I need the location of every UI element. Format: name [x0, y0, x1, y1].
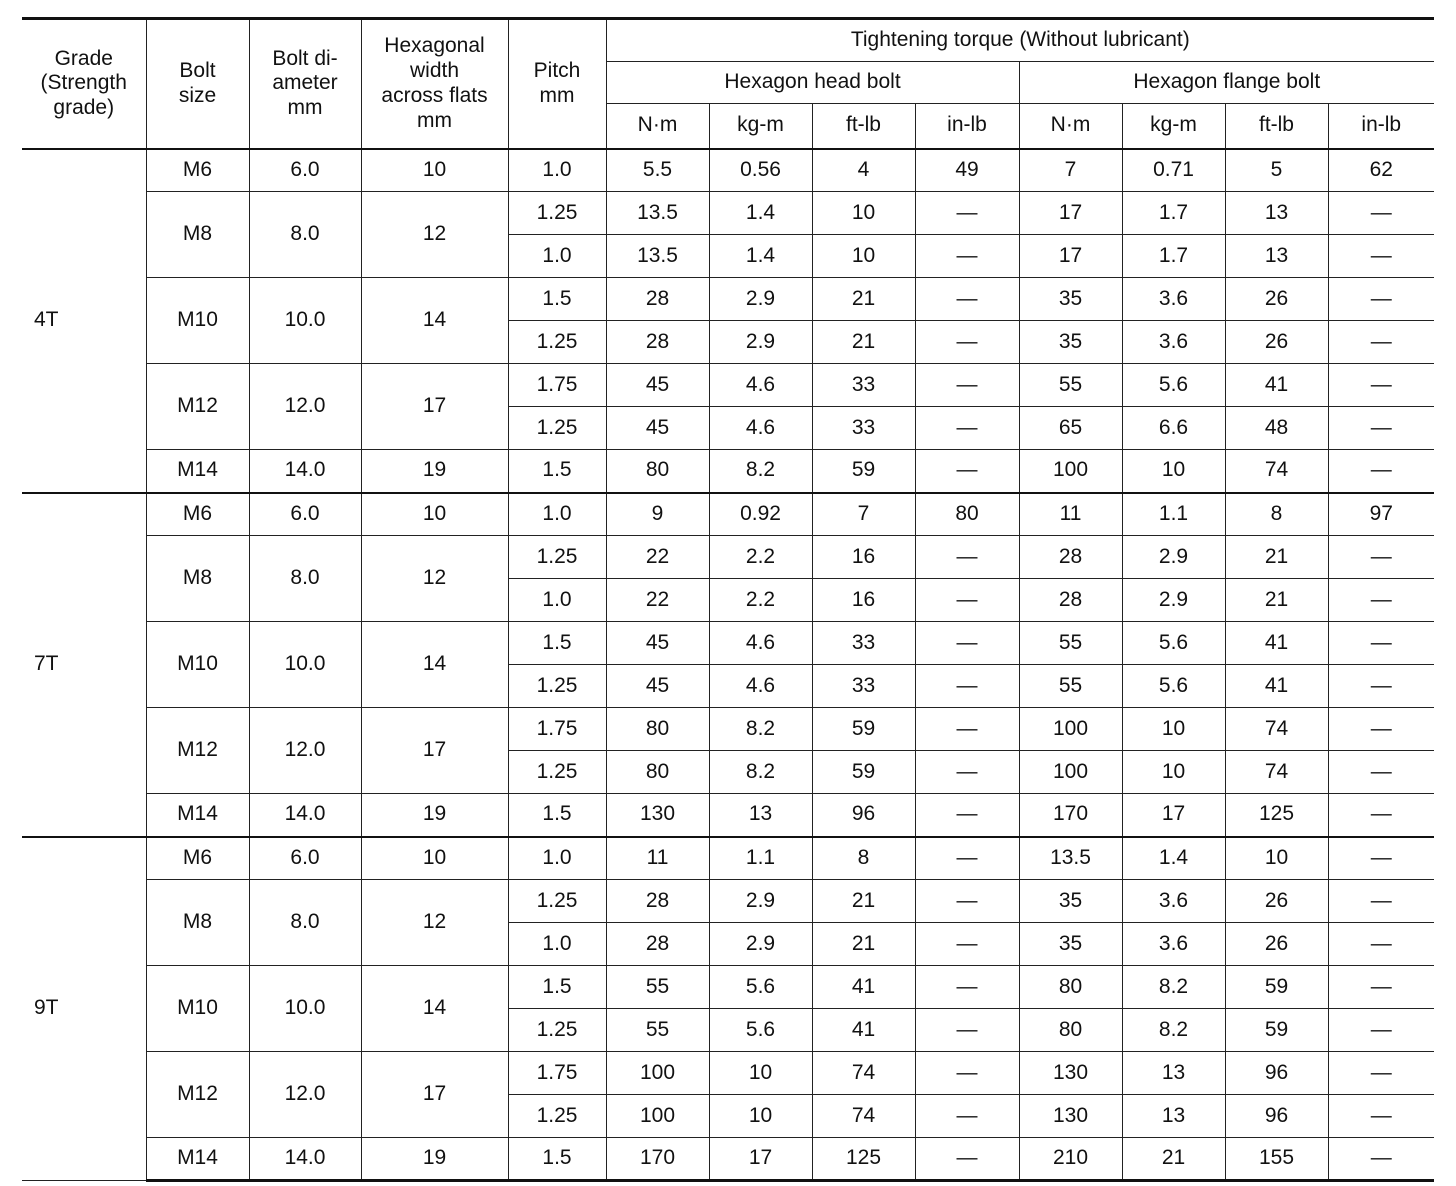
- table-row: [22, 880, 1434, 923]
- pitch-cell: 1.25: [508, 321, 606, 364]
- torque-flange-kgm-cell: 8.2: [1122, 1009, 1225, 1052]
- torque-head-nm-cell: 22: [606, 579, 709, 622]
- header-hexagon-flange-bolt: Hexagon flange bolt: [1019, 62, 1434, 104]
- pitch-cell: 1.5: [508, 450, 606, 493]
- torque-flange-inlb-cell: —: [1328, 278, 1434, 321]
- torque-flange-inlb-cell: —: [1328, 751, 1434, 794]
- torque-head-kgm-cell: 4.6: [709, 665, 812, 708]
- torque-flange-ftlb-cell: 13: [1225, 192, 1328, 235]
- hex-width-cell: 17: [361, 708, 508, 794]
- grade-cell: 4T: [22, 149, 146, 493]
- torque-head-nm-cell: 45: [606, 622, 709, 665]
- torque-head-inlb-cell: —: [915, 751, 1019, 794]
- torque-head-ftlb-cell: 33: [812, 665, 915, 708]
- torque-flange-kgm-cell: 3.6: [1122, 321, 1225, 364]
- bolt-diameter-cell: 10.0: [249, 622, 361, 708]
- torque-head-kgm-cell: 4.6: [709, 622, 812, 665]
- torque-head-ftlb-cell: 74: [812, 1095, 915, 1138]
- torque-head-ftlb-cell: 7: [812, 493, 915, 536]
- torque-head-kgm-cell: 2.9: [709, 278, 812, 321]
- torque-head-inlb-cell: —: [915, 450, 1019, 493]
- torque-flange-nm-cell: 17: [1019, 235, 1122, 278]
- torque-head-kgm-cell: 2.2: [709, 536, 812, 579]
- torque-flange-kgm-cell: 13: [1122, 1052, 1225, 1095]
- torque-flange-ftlb-cell: 59: [1225, 966, 1328, 1009]
- torque-head-inlb-cell: —: [915, 966, 1019, 1009]
- torque-head-kgm-cell: 1.4: [709, 235, 812, 278]
- bolt-size-cell: M10: [146, 278, 249, 364]
- torque-flange-inlb-cell: 97: [1328, 493, 1434, 536]
- torque-head-inlb-cell: —: [915, 235, 1019, 278]
- torque-flange-nm-cell: 7: [1019, 149, 1122, 192]
- table-row: [22, 536, 1434, 579]
- torque-head-inlb-cell: —: [915, 1009, 1019, 1052]
- torque-head-nm-cell: 55: [606, 1009, 709, 1052]
- bolt-size-cell: M10: [146, 966, 249, 1052]
- torque-flange-nm-cell: 28: [1019, 579, 1122, 622]
- torque-head-inlb-cell: 80: [915, 493, 1019, 536]
- torque-head-kgm-cell: 13: [709, 794, 812, 837]
- hex-width-cell: 19: [361, 1138, 508, 1181]
- pitch-cell: 1.0: [508, 493, 606, 536]
- torque-head-kgm-cell: 2.9: [709, 321, 812, 364]
- hex-width-cell: 12: [361, 192, 508, 278]
- table-row: [22, 622, 1434, 665]
- torque-head-nm-cell: 45: [606, 364, 709, 407]
- torque-head-ftlb-cell: 59: [812, 751, 915, 794]
- torque-head-inlb-cell: —: [915, 708, 1019, 751]
- pitch-cell: 1.5: [508, 966, 606, 1009]
- torque-flange-nm-cell: 170: [1019, 794, 1122, 837]
- hex-width-cell: 14: [361, 966, 508, 1052]
- torque-head-inlb-cell: —: [915, 278, 1019, 321]
- torque-flange-inlb-cell: —: [1328, 1009, 1434, 1052]
- torque-head-inlb-cell: —: [915, 880, 1019, 923]
- torque-flange-ftlb-cell: 41: [1225, 665, 1328, 708]
- table-row: [22, 837, 1434, 880]
- header-hex-width: Hexagonal width across flats mm: [361, 19, 508, 149]
- torque-flange-kgm-cell: 10: [1122, 450, 1225, 493]
- torque-flange-kgm-cell: 5.6: [1122, 622, 1225, 665]
- hex-width-cell: 10: [361, 149, 508, 192]
- bolt-size-cell: M12: [146, 708, 249, 794]
- torque-head-nm-cell: 9: [606, 493, 709, 536]
- torque-head-inlb-cell: —: [915, 1138, 1019, 1181]
- torque-flange-inlb-cell: 62: [1328, 149, 1434, 192]
- bolt-diameter-cell: 14.0: [249, 794, 361, 837]
- torque-flange-inlb-cell: —: [1328, 321, 1434, 364]
- torque-flange-ftlb-cell: 13: [1225, 235, 1328, 278]
- torque-head-kgm-cell: 5.6: [709, 966, 812, 1009]
- torque-head-nm-cell: 55: [606, 966, 709, 1009]
- bolt-diameter-cell: 10.0: [249, 966, 361, 1052]
- torque-flange-ftlb-cell: 41: [1225, 364, 1328, 407]
- torque-head-inlb-cell: —: [915, 622, 1019, 665]
- table-row: [22, 364, 1434, 407]
- torque-head-nm-cell: 45: [606, 665, 709, 708]
- tightening-torque-table: [22, 17, 1434, 1182]
- torque-flange-kgm-cell: 5.6: [1122, 364, 1225, 407]
- torque-head-nm-cell: 80: [606, 450, 709, 493]
- pitch-cell: 1.5: [508, 278, 606, 321]
- bolt-diameter-cell: 8.0: [249, 536, 361, 622]
- torque-flange-kgm-cell: 13: [1122, 1095, 1225, 1138]
- torque-flange-ftlb-cell: 5: [1225, 149, 1328, 192]
- bolt-diameter-cell: 6.0: [249, 837, 361, 880]
- torque-flange-nm-cell: 55: [1019, 364, 1122, 407]
- torque-flange-nm-cell: 55: [1019, 665, 1122, 708]
- torque-head-inlb-cell: —: [915, 407, 1019, 450]
- torque-head-inlb-cell: —: [915, 579, 1019, 622]
- torque-flange-kgm-cell: 1.7: [1122, 235, 1225, 278]
- pitch-cell: 1.75: [508, 708, 606, 751]
- torque-head-nm-cell: 45: [606, 407, 709, 450]
- torque-head-ftlb-cell: 10: [812, 235, 915, 278]
- unit-header-flange-kgm: kg-m: [1122, 104, 1225, 149]
- torque-flange-inlb-cell: —: [1328, 708, 1434, 751]
- bolt-diameter-cell: 14.0: [249, 1138, 361, 1181]
- torque-flange-ftlb-cell: 96: [1225, 1052, 1328, 1095]
- pitch-cell: 1.25: [508, 192, 606, 235]
- torque-flange-kgm-cell: 10: [1122, 708, 1225, 751]
- header-tightening-torque: Tightening torque (Without lubricant): [606, 19, 1434, 62]
- torque-head-kgm-cell: 0.56: [709, 149, 812, 192]
- pitch-cell: 1.0: [508, 235, 606, 278]
- bolt-size-cell: M12: [146, 364, 249, 450]
- torque-flange-ftlb-cell: 48: [1225, 407, 1328, 450]
- pitch-cell: 1.25: [508, 1009, 606, 1052]
- table-row: [22, 708, 1434, 751]
- torque-flange-kgm-cell: 3.6: [1122, 923, 1225, 966]
- torque-flange-nm-cell: 80: [1019, 966, 1122, 1009]
- torque-flange-ftlb-cell: 21: [1225, 579, 1328, 622]
- torque-flange-kgm-cell: 2.9: [1122, 579, 1225, 622]
- bolt-diameter-cell: 12.0: [249, 708, 361, 794]
- torque-flange-ftlb-cell: 21: [1225, 536, 1328, 579]
- torque-flange-inlb-cell: —: [1328, 579, 1434, 622]
- torque-flange-ftlb-cell: 96: [1225, 1095, 1328, 1138]
- torque-flange-nm-cell: 13.5: [1019, 837, 1122, 880]
- torque-head-ftlb-cell: 59: [812, 450, 915, 493]
- torque-flange-ftlb-cell: 59: [1225, 1009, 1328, 1052]
- pitch-cell: 1.25: [508, 665, 606, 708]
- torque-head-inlb-cell: —: [915, 536, 1019, 579]
- torque-head-ftlb-cell: 41: [812, 966, 915, 1009]
- torque-head-kgm-cell: 5.6: [709, 1009, 812, 1052]
- torque-head-kgm-cell: 8.2: [709, 751, 812, 794]
- torque-flange-kgm-cell: 1.4: [1122, 837, 1225, 880]
- torque-flange-ftlb-cell: 74: [1225, 708, 1328, 751]
- bolt-size-cell: M12: [146, 1052, 249, 1138]
- torque-flange-nm-cell: 100: [1019, 708, 1122, 751]
- pitch-cell: 1.25: [508, 880, 606, 923]
- bolt-size-cell: M8: [146, 536, 249, 622]
- torque-flange-inlb-cell: —: [1328, 923, 1434, 966]
- torque-head-ftlb-cell: 21: [812, 321, 915, 364]
- torque-flange-kgm-cell: 10: [1122, 751, 1225, 794]
- torque-flange-nm-cell: 55: [1019, 622, 1122, 665]
- table-row: [22, 278, 1434, 321]
- torque-flange-kgm-cell: 5.6: [1122, 665, 1225, 708]
- grade-cell: 7T: [22, 493, 146, 837]
- torque-flange-kgm-cell: 3.6: [1122, 880, 1225, 923]
- torque-flange-nm-cell: 210: [1019, 1138, 1122, 1181]
- torque-head-ftlb-cell: 125: [812, 1138, 915, 1181]
- hex-width-cell: 12: [361, 880, 508, 966]
- torque-head-nm-cell: 22: [606, 536, 709, 579]
- torque-head-nm-cell: 28: [606, 321, 709, 364]
- torque-head-ftlb-cell: 74: [812, 1052, 915, 1095]
- table-row: [22, 1052, 1434, 1095]
- torque-flange-inlb-cell: —: [1328, 192, 1434, 235]
- bolt-size-cell: M6: [146, 837, 249, 880]
- torque-flange-ftlb-cell: 155: [1225, 1138, 1328, 1181]
- header-bolt-size: Bolt size: [146, 19, 249, 149]
- table-row: [22, 493, 1434, 536]
- hex-width-cell: 10: [361, 837, 508, 880]
- torque-flange-inlb-cell: —: [1328, 622, 1434, 665]
- torque-head-ftlb-cell: 96: [812, 794, 915, 837]
- torque-head-ftlb-cell: 41: [812, 1009, 915, 1052]
- torque-flange-kgm-cell: 2.9: [1122, 536, 1225, 579]
- torque-flange-ftlb-cell: 10: [1225, 837, 1328, 880]
- bolt-diameter-cell: 6.0: [249, 493, 361, 536]
- hex-width-cell: 19: [361, 794, 508, 837]
- torque-head-kgm-cell: 0.92: [709, 493, 812, 536]
- bolt-size-cell: M6: [146, 149, 249, 192]
- unit-header-head-nm: N·m: [606, 104, 709, 149]
- torque-head-nm-cell: 28: [606, 278, 709, 321]
- torque-head-ftlb-cell: 10: [812, 192, 915, 235]
- torque-flange-nm-cell: 130: [1019, 1095, 1122, 1138]
- torque-head-ftlb-cell: 4: [812, 149, 915, 192]
- torque-flange-inlb-cell: —: [1328, 1052, 1434, 1095]
- torque-head-ftlb-cell: 8: [812, 837, 915, 880]
- torque-head-nm-cell: 170: [606, 1138, 709, 1181]
- table-row: [22, 450, 1434, 493]
- grade-cell: 9T: [22, 837, 146, 1181]
- bolt-diameter-cell: 12.0: [249, 364, 361, 450]
- torque-head-ftlb-cell: 16: [812, 536, 915, 579]
- pitch-cell: 1.0: [508, 923, 606, 966]
- table-row: [22, 966, 1434, 1009]
- pitch-cell: 1.0: [508, 149, 606, 192]
- torque-head-nm-cell: 5.5: [606, 149, 709, 192]
- torque-head-kgm-cell: 10: [709, 1052, 812, 1095]
- torque-flange-inlb-cell: —: [1328, 665, 1434, 708]
- torque-flange-inlb-cell: —: [1328, 1095, 1434, 1138]
- bolt-diameter-cell: 6.0: [249, 149, 361, 192]
- torque-flange-nm-cell: 65: [1019, 407, 1122, 450]
- hex-width-cell: 14: [361, 278, 508, 364]
- torque-flange-nm-cell: 17: [1019, 192, 1122, 235]
- torque-head-ftlb-cell: 33: [812, 622, 915, 665]
- bolt-diameter-cell: 12.0: [249, 1052, 361, 1138]
- torque-flange-kgm-cell: 17: [1122, 794, 1225, 837]
- torque-flange-ftlb-cell: 26: [1225, 880, 1328, 923]
- torque-flange-ftlb-cell: 41: [1225, 622, 1328, 665]
- hex-width-cell: 17: [361, 364, 508, 450]
- torque-flange-nm-cell: 35: [1019, 880, 1122, 923]
- hex-width-cell: 19: [361, 450, 508, 493]
- torque-flange-inlb-cell: —: [1328, 837, 1434, 880]
- torque-flange-ftlb-cell: 26: [1225, 923, 1328, 966]
- torque-flange-kgm-cell: 1.7: [1122, 192, 1225, 235]
- bolt-size-cell: M8: [146, 192, 249, 278]
- bolt-diameter-cell: 8.0: [249, 880, 361, 966]
- hex-width-cell: 17: [361, 1052, 508, 1138]
- torque-flange-inlb-cell: —: [1328, 794, 1434, 837]
- torque-head-inlb-cell: —: [915, 1052, 1019, 1095]
- unit-header-flange-inlb: in-lb: [1328, 104, 1434, 149]
- torque-head-nm-cell: 80: [606, 708, 709, 751]
- torque-flange-kgm-cell: 1.1: [1122, 493, 1225, 536]
- pitch-cell: 1.0: [508, 579, 606, 622]
- torque-flange-nm-cell: 35: [1019, 278, 1122, 321]
- torque-flange-kgm-cell: 6.6: [1122, 407, 1225, 450]
- unit-header-flange-ftlb: ft-lb: [1225, 104, 1328, 149]
- torque-flange-ftlb-cell: 26: [1225, 321, 1328, 364]
- torque-head-inlb-cell: —: [915, 364, 1019, 407]
- torque-head-inlb-cell: —: [915, 923, 1019, 966]
- torque-head-ftlb-cell: 21: [812, 278, 915, 321]
- torque-head-nm-cell: 28: [606, 923, 709, 966]
- pitch-cell: 1.5: [508, 622, 606, 665]
- unit-header-head-kgm: kg-m: [709, 104, 812, 149]
- bolt-size-cell: M14: [146, 450, 249, 493]
- torque-head-nm-cell: 11: [606, 837, 709, 880]
- torque-head-kgm-cell: 8.2: [709, 708, 812, 751]
- torque-flange-kgm-cell: 8.2: [1122, 966, 1225, 1009]
- torque-flange-inlb-cell: —: [1328, 450, 1434, 493]
- torque-head-nm-cell: 100: [606, 1052, 709, 1095]
- torque-head-kgm-cell: 1.4: [709, 192, 812, 235]
- torque-head-ftlb-cell: 16: [812, 579, 915, 622]
- hex-width-cell: 14: [361, 622, 508, 708]
- hex-width-cell: 10: [361, 493, 508, 536]
- torque-flange-inlb-cell: —: [1328, 536, 1434, 579]
- torque-flange-inlb-cell: —: [1328, 880, 1434, 923]
- bolt-size-cell: M10: [146, 622, 249, 708]
- pitch-cell: 1.5: [508, 1138, 606, 1181]
- pitch-cell: 1.25: [508, 407, 606, 450]
- torque-flange-inlb-cell: —: [1328, 407, 1434, 450]
- torque-head-nm-cell: 130: [606, 794, 709, 837]
- header-bolt-diameter: Bolt di- ameter mm: [249, 19, 361, 149]
- torque-head-ftlb-cell: 21: [812, 923, 915, 966]
- torque-flange-nm-cell: 130: [1019, 1052, 1122, 1095]
- torque-flange-ftlb-cell: 74: [1225, 450, 1328, 493]
- pitch-cell: 1.25: [508, 1095, 606, 1138]
- torque-head-inlb-cell: —: [915, 837, 1019, 880]
- torque-head-kgm-cell: 2.9: [709, 880, 812, 923]
- torque-head-inlb-cell: —: [915, 665, 1019, 708]
- torque-head-ftlb-cell: 21: [812, 880, 915, 923]
- torque-head-nm-cell: 13.5: [606, 192, 709, 235]
- pitch-cell: 1.5: [508, 794, 606, 837]
- torque-head-inlb-cell: —: [915, 192, 1019, 235]
- table-row: [22, 149, 1434, 192]
- torque-head-inlb-cell: —: [915, 794, 1019, 837]
- torque-head-kgm-cell: 2.9: [709, 923, 812, 966]
- bolt-diameter-cell: 14.0: [249, 450, 361, 493]
- pitch-cell: 1.75: [508, 364, 606, 407]
- torque-flange-ftlb-cell: 125: [1225, 794, 1328, 837]
- hex-width-cell: 12: [361, 536, 508, 622]
- pitch-cell: 1.25: [508, 536, 606, 579]
- bolt-size-cell: M14: [146, 794, 249, 837]
- bolt-size-cell: M6: [146, 493, 249, 536]
- unit-header-flange-nm: N·m: [1019, 104, 1122, 149]
- torque-head-kgm-cell: 4.6: [709, 407, 812, 450]
- torque-flange-ftlb-cell: 26: [1225, 278, 1328, 321]
- bolt-diameter-cell: 8.0: [249, 192, 361, 278]
- torque-head-inlb-cell: —: [915, 321, 1019, 364]
- header-hexagon-head-bolt: Hexagon head bolt: [606, 62, 1019, 104]
- torque-head-nm-cell: 100: [606, 1095, 709, 1138]
- bolt-diameter-cell: 10.0: [249, 278, 361, 364]
- torque-flange-nm-cell: 100: [1019, 450, 1122, 493]
- torque-head-nm-cell: 28: [606, 880, 709, 923]
- torque-flange-inlb-cell: —: [1328, 364, 1434, 407]
- torque-flange-kgm-cell: 21: [1122, 1138, 1225, 1181]
- torque-flange-nm-cell: 11: [1019, 493, 1122, 536]
- torque-flange-ftlb-cell: 74: [1225, 751, 1328, 794]
- torque-flange-inlb-cell: —: [1328, 235, 1434, 278]
- torque-flange-kgm-cell: 0.71: [1122, 149, 1225, 192]
- torque-flange-kgm-cell: 3.6: [1122, 278, 1225, 321]
- torque-head-ftlb-cell: 33: [812, 407, 915, 450]
- torque-head-kgm-cell: 8.2: [709, 450, 812, 493]
- torque-flange-inlb-cell: —: [1328, 1138, 1434, 1181]
- pitch-cell: 1.75: [508, 1052, 606, 1095]
- torque-head-nm-cell: 80: [606, 751, 709, 794]
- torque-flange-ftlb-cell: 8: [1225, 493, 1328, 536]
- bolt-size-cell: M14: [146, 1138, 249, 1181]
- torque-head-inlb-cell: —: [915, 1095, 1019, 1138]
- torque-flange-nm-cell: 35: [1019, 923, 1122, 966]
- torque-head-kgm-cell: 10: [709, 1095, 812, 1138]
- header-grade: Grade (Strength grade): [22, 19, 146, 149]
- unit-header-head-inlb: in-lb: [915, 104, 1019, 149]
- bolt-size-cell: M8: [146, 880, 249, 966]
- table-row: [22, 192, 1434, 235]
- torque-flange-inlb-cell: —: [1328, 966, 1434, 1009]
- torque-head-kgm-cell: 17: [709, 1138, 812, 1181]
- torque-flange-nm-cell: 80: [1019, 1009, 1122, 1052]
- torque-head-kgm-cell: 2.2: [709, 579, 812, 622]
- pitch-cell: 1.0: [508, 837, 606, 880]
- torque-head-nm-cell: 13.5: [606, 235, 709, 278]
- torque-head-kgm-cell: 1.1: [709, 837, 812, 880]
- unit-header-head-ftlb: ft-lb: [812, 104, 915, 149]
- torque-head-ftlb-cell: 33: [812, 364, 915, 407]
- torque-head-ftlb-cell: 59: [812, 708, 915, 751]
- header-pitch: Pitch mm: [508, 19, 606, 149]
- table-row: [22, 1138, 1434, 1181]
- torque-flange-nm-cell: 28: [1019, 536, 1122, 579]
- torque-head-inlb-cell: 49: [915, 149, 1019, 192]
- pitch-cell: 1.25: [508, 751, 606, 794]
- torque-head-kgm-cell: 4.6: [709, 364, 812, 407]
- table-row: [22, 794, 1434, 837]
- torque-flange-nm-cell: 35: [1019, 321, 1122, 364]
- torque-flange-nm-cell: 100: [1019, 751, 1122, 794]
